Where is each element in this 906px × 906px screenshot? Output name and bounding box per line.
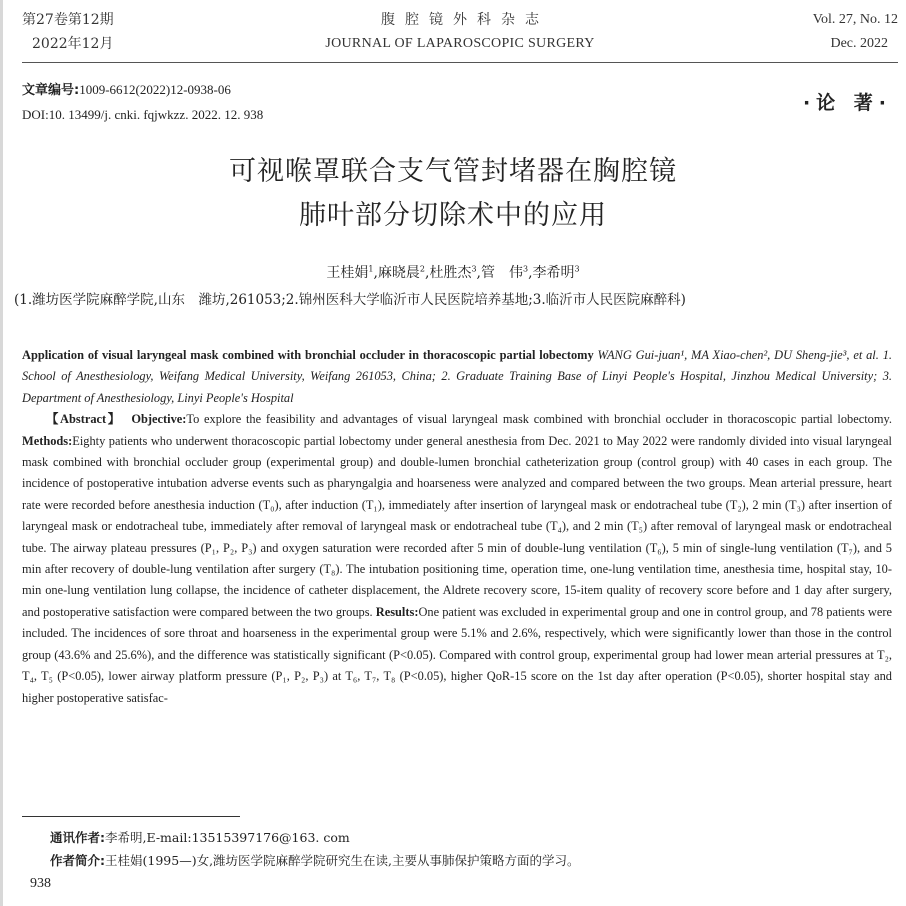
abstract-label: 【Abstract】 (46, 412, 122, 427)
author-affiliation-mark: 3 (471, 264, 477, 274)
author: 王桂娟 (326, 265, 369, 281)
corresponding-author-value: 李希明,E-mail:13515397176@163. com (105, 830, 350, 845)
author-bio-label: 作者简介: (50, 853, 105, 868)
english-authors-affiliations: WANG Gui-juan¹, MA Xiao-chen², DU Sheng-jie³, et al. 1. School of Anesthesiology, Weifang Medical University, Weifang 261053, China; 2. Graduate Training Base of Linyi People's Hospital, Jinzhou Medical University; 3. Department of Anesthesiology, Linyi People's Hospital (22, 348, 892, 405)
header-rule (22, 62, 898, 63)
title-line-2: 肺叶部分切除术中的应用 (299, 200, 607, 231)
page-number: 938 (30, 876, 51, 891)
abstract-body (22, 409, 892, 709)
results-text: One patient was excluded in experimental group and one in control group, and 78 patients were included. The incidences of sore throat and hoarseness in the experimental group were 5.1% and 2.6%, respectively, which were significantly lower than those in the control group (43.6% and 25.6%), and the difference was statistically significant (P<0.05). Compared with control group, experimental group had lower mean arterial pressures at T₂, T₄, T₅ (P<0.05), lower airway platform pressure (P₁, P₂, P₃) at T₆, T₇, T₈ (P<0.05), higher QoR-15 score on the 1st day after operation (P<0.05), shorter hospital stay and higher postoperative satisfac- (22, 604, 892, 705)
author: 麻晓晨 (377, 265, 420, 281)
methods-label: Methods: (22, 433, 73, 448)
author: 李希明 (532, 265, 575, 281)
journal-name-cn: 腹腔镜外科杂志 (381, 12, 549, 28)
article-meta (22, 78, 263, 128)
objective-label: Objective: (131, 412, 187, 427)
doi-value: 10. 13499/j. cnki. fqjwkzz. 2022. 12. 938 (48, 107, 264, 122)
english-title-block (22, 345, 892, 409)
article-number-label: 文章编号: (22, 83, 80, 98)
article-number-value: 1009-6612(2022)12-0938-06 (79, 82, 231, 97)
date-en: Dec. 2022 (830, 36, 888, 51)
author: 管 伟 (481, 265, 523, 281)
header-right (813, 8, 898, 56)
affiliations: (1.潍坊医学院麻醉学院,山东 潍坊,261053;2.锦州医科大学临沂市人民医院培养基地;3.临沂市人民医院麻醉科) (14, 292, 686, 308)
doi (22, 103, 263, 128)
footnotes (50, 826, 580, 872)
author-list: 王桂娟$^1$,麻晓晨$^2$,杜胜杰$^3$,管 伟$^3$,李希明$^3$ (326, 264, 580, 281)
english-title: Application of visual laryngeal mask combined with bronchial occluder in thoracoscopic partial lobectomy (22, 348, 594, 362)
footnote-rule (22, 816, 240, 817)
running-header (22, 8, 898, 58)
methods-text: Eighty patients who underwent thoracoscopic partial lobectomy under general anesthesia from Dec. 2021 to May 2022 were randomly divided into visual laryngeal mask combined with bronchial occluder group (experimental group) and double-lumen bronchial catheterization group (control group) with 40 cases in each group. The incidence of postoperative intubation adverse events such as pharyngalgia and hoarseness were analyzed and compared between the two groups. Mean arterial pressure, heart rate were recorded before anesthesia induction (T₀), after induction (T₁), immediately after insertion of laryngeal mask or endotracheal tube (T₂), 2 min (T₃) after insertion of laryngeal mask or endotracheal tube, immediately after removal of laryngeal mask or endotracheal tube (T₄), and 2 min (T₅) after removal of laryngeal mask or endotracheal tube. The airway plateau pressures (P₁, P₂, P₃) and oxygen saturation were recorded after 5 min of double-lung ventilation (T₆), 5 min of single-lung ventilation (T₇), and 5 min after recovery of double-lung ventilation after surgery (T₈). The intubation positioning time, operation time, one-lung ventilation time, anesthesia time, hospital stay, 10-min one-lung ventilation lung collapse, the incidence of catheter displacement, the Aldrete recovery score, 15-item quality of recovery score before and 1 day after surgery, and postoperative satisfaction were compared between the two groups. (22, 433, 892, 619)
article-title (0, 150, 906, 238)
author-bio-value: 王桂娟(1995—)女,潍坊医学院麻醉学院研究生在读,主要从事肺保护策略方面的学习。 (105, 853, 580, 868)
english-abstract (22, 345, 892, 709)
author-affiliation-mark: 1 (368, 264, 374, 274)
title-line-1: 可视喉罩联合支气管封堵器在胸腔镜 (229, 156, 677, 187)
column-tag: ·论 著· (802, 92, 892, 114)
doi-label: DOI: (22, 107, 49, 122)
author-affiliation-mark: 3 (523, 264, 529, 274)
volume-issue-en: Vol. 27, No. 12 (812, 12, 898, 27)
author: 杜胜杰 (429, 265, 472, 281)
author-affiliation-mark: 2 (419, 264, 425, 274)
author-bio (50, 849, 580, 872)
results-label: Results: (375, 604, 419, 619)
date-cn: 2022年12月 (32, 36, 114, 52)
journal-name-en: JOURNAL OF LAPAROSCOPIC SURGERY (325, 36, 595, 51)
corresponding-author (50, 826, 580, 849)
article-number (22, 78, 263, 103)
volume-issue-cn: 第27卷第12期 (22, 12, 114, 28)
corresponding-author-label: 通讯作者: (50, 830, 105, 845)
author-affiliation-mark: 3 (574, 264, 580, 274)
objective-text: To explore the feasibility and advantages of visual laryngeal mask combined with bronchial occluder in thoracoscopic partial lobectomy. (186, 412, 892, 427)
header-center (22, 8, 898, 56)
